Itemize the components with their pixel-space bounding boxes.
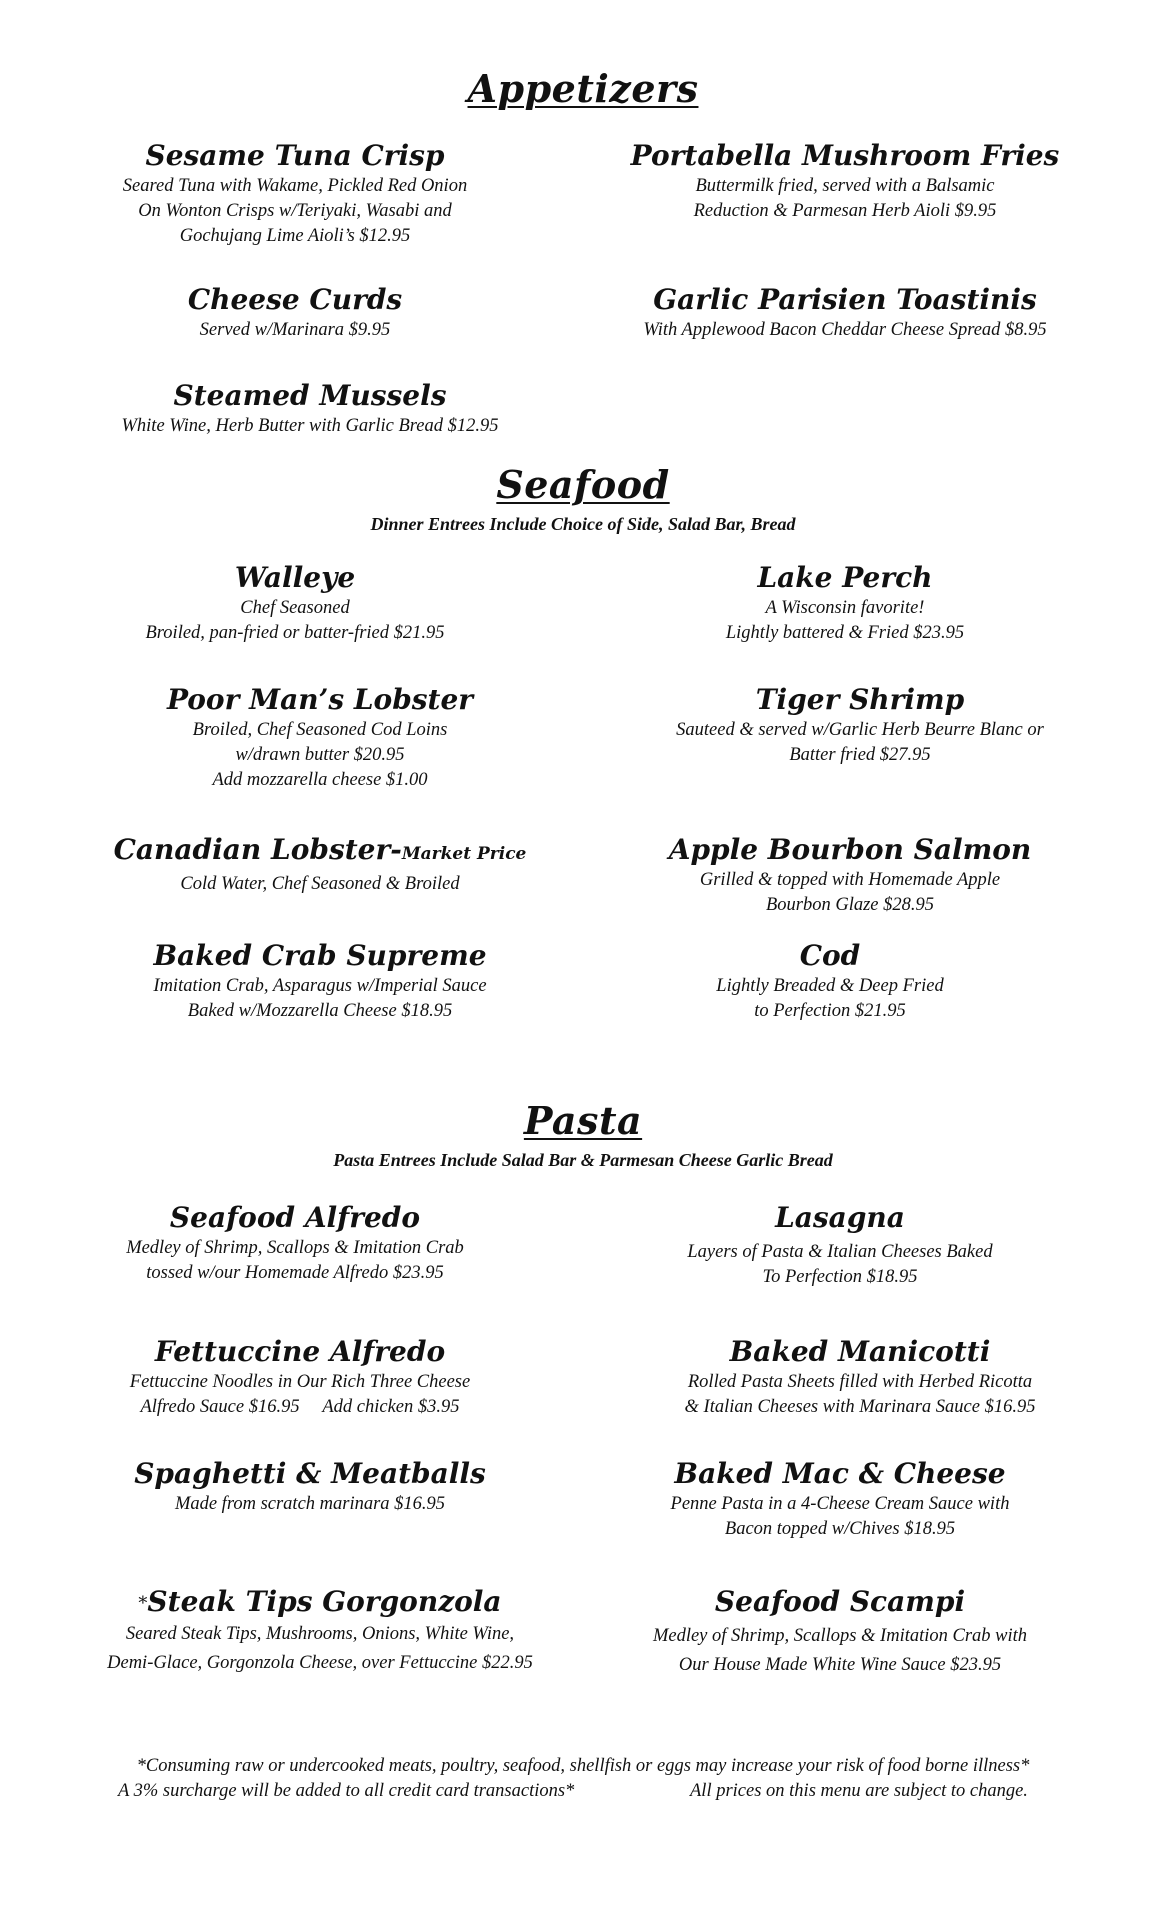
item-name: Walleye <box>234 561 356 594</box>
appetizers-heading: Appetizers <box>467 66 699 111</box>
item-description: Add mozzarella cheese $1.00 <box>212 770 428 790</box>
item-name: Portabella Mushroom Fries <box>630 139 1060 172</box>
item-name: Seafood Alfredo <box>169 1201 421 1234</box>
item-name: Garlic Parisien Toastinis <box>653 283 1037 316</box>
item-description: Rolled Pasta Sheets filled with Herbed Ricotta <box>687 1372 1033 1392</box>
menu-item <box>590 1334 1130 1420</box>
item-description: Penne Pasta in a 4-Cheese Cream Sauce with <box>670 1494 1010 1514</box>
item-description: w/drawn butter $20.95 <box>235 745 405 765</box>
item-description: Broiled, Chef Seasoned Cod Loins <box>192 720 448 740</box>
item-name: Baked Crab Supreme <box>153 939 487 972</box>
item-name: Steamed Mussels <box>173 379 447 412</box>
item-description: Broiled, pan-fried or batter-fried $21.95 <box>145 623 445 643</box>
seafood-note: Dinner Entrees Include Choice of Side, Salad Bar, Bread <box>370 514 796 534</box>
item-name: Cod <box>799 939 861 972</box>
menu-item <box>40 1200 550 1286</box>
item-description: Gochujang Lime Aioli’s $12.95 <box>179 226 411 246</box>
menu-item <box>580 938 1080 1024</box>
item-description: Seared Steak Tips, Mushrooms, Onions, White Wine, <box>125 1624 515 1644</box>
item-description: to Perfection $21.95 <box>754 1001 906 1021</box>
menu-item <box>40 682 600 793</box>
item-name-text: Steak Tips Gorgonzola <box>147 1585 502 1618</box>
menu-item <box>40 138 550 249</box>
item-description: Layers of Pasta & Italian Cheeses Baked <box>687 1242 993 1262</box>
seafood-heading: Seafood <box>496 462 670 507</box>
item-name: Poor Man’s Lobster <box>166 683 474 716</box>
item-description: Imitation Crab, Asparagus w/Imperial Sauce <box>153 976 487 996</box>
surcharge-notice: A 3% surcharge will be added to all credit card transactions* <box>118 1781 575 1801</box>
item-description: Medley of Shrimp, Scallops & Imitation Crab <box>126 1238 464 1258</box>
menu-item <box>40 1584 600 1676</box>
item-description: Made from scratch marinara $16.95 <box>174 1494 446 1514</box>
item-name <box>40 832 600 872</box>
menu-item <box>590 138 1100 224</box>
item-description: Fettuccine Noodles in Our Rich Three Cheese <box>129 1372 471 1392</box>
item-name: Baked Manicotti <box>729 1335 991 1368</box>
menu-item <box>570 1584 1110 1678</box>
asterisk-marker: * <box>138 1593 148 1614</box>
item-description: To Perfection $18.95 <box>762 1267 918 1287</box>
item-name: Spaghetti & Meatballs <box>134 1457 486 1490</box>
item-name-text: Canadian Lobster- <box>113 833 402 866</box>
menu-item <box>40 832 600 897</box>
menu-item <box>40 1334 560 1420</box>
market-price-label: Market Price <box>401 844 527 864</box>
item-description: & Italian Cheeses with Marinara Sauce $16.95 <box>684 1397 1036 1417</box>
item-name: Cheese Curds <box>187 283 403 316</box>
item-description: Lightly Breaded & Deep Fried <box>716 976 944 996</box>
item-description: tossed w/our Homemade Alfredo $23.95 <box>146 1263 444 1283</box>
item-description: Reduction & Parmesan Herb Aioli $9.95 <box>693 201 997 221</box>
menu-item <box>40 560 550 646</box>
menu-item <box>590 1200 1090 1290</box>
food-safety-disclaimer: *Consuming raw or undercooked meats, poultry, seafood, shellfish or eggs may increase your risk of food borne illness* <box>136 1756 1030 1776</box>
item-name: Apple Bourbon Salmon <box>668 833 1032 866</box>
item-description: On Wonton Crisps w/Teriyaki, Wasabi and <box>138 201 452 221</box>
item-description: Chef Seasoned <box>240 598 350 618</box>
item-description: Bourbon Glaze $28.95 <box>765 895 935 915</box>
item-description: Batter fried $27.95 <box>789 745 931 765</box>
item-description: Medley of Shrimp, Scallops & Imitation Crab with <box>652 1626 1028 1646</box>
item-description: Served w/Marinara $9.95 <box>199 320 391 340</box>
item-description: White Wine, Herb Butter with Garlic Bread $12.95 <box>121 416 499 436</box>
menu-item <box>40 378 580 439</box>
item-description: Cold Water, Chef Seasoned & Broiled <box>180 874 460 894</box>
item-name: Seafood Scampi <box>714 1585 966 1618</box>
price-change-notice: All prices on this menu are subject to change. <box>690 1781 1028 1801</box>
menu-item <box>590 682 1130 768</box>
item-name: Tiger Shrimp <box>755 683 965 716</box>
item-description: Lightly battered & Fried $23.95 <box>725 623 965 643</box>
item-name <box>40 1584 600 1622</box>
item-description: Seared Tuna with Wakame, Pickled Red Onion <box>122 176 468 196</box>
item-name: Baked Mac & Cheese <box>674 1457 1006 1490</box>
item-description: With Applewood Bacon Cheddar Cheese Spread $8.95 <box>643 320 1047 340</box>
menu-item <box>40 1456 580 1517</box>
menu-item <box>580 1456 1100 1542</box>
item-description: Bacon topped w/Chives $18.95 <box>724 1519 956 1539</box>
menu-item <box>40 282 550 343</box>
menu-item <box>40 938 600 1024</box>
pasta-heading: Pasta <box>523 1098 643 1143</box>
item-name: Lake Perch <box>757 561 933 594</box>
menu-item <box>590 560 1100 646</box>
item-name: Fettuccine Alfredo <box>154 1335 446 1368</box>
item-description: Our House Made White Wine Sauce $23.95 <box>678 1655 1002 1675</box>
item-name: Sesame Tuna Crisp <box>145 139 445 172</box>
item-description: Sauteed & served w/Garlic Herb Beurre Blanc or <box>676 720 1044 740</box>
menu-item <box>590 282 1100 343</box>
item-name: Lasagna <box>775 1201 905 1234</box>
menu-item <box>590 832 1110 918</box>
item-description: A Wisconsin favorite! <box>765 598 925 618</box>
item-description: Buttermilk fried, served with a Balsamic <box>695 176 995 196</box>
pasta-note: Pasta Entrees Include Salad Bar & Parmesan Cheese Garlic Bread <box>333 1150 833 1170</box>
item-description: Grilled & topped with Homemade Apple <box>699 870 1001 890</box>
item-description: Alfredo Sauce $16.95 Add chicken $3.95 <box>140 1397 460 1417</box>
item-description: Demi-Glace, Gorgonzola Cheese, over Fettuccine $22.95 <box>107 1653 533 1673</box>
item-description: Baked w/Mozzarella Cheese $18.95 <box>187 1001 453 1021</box>
